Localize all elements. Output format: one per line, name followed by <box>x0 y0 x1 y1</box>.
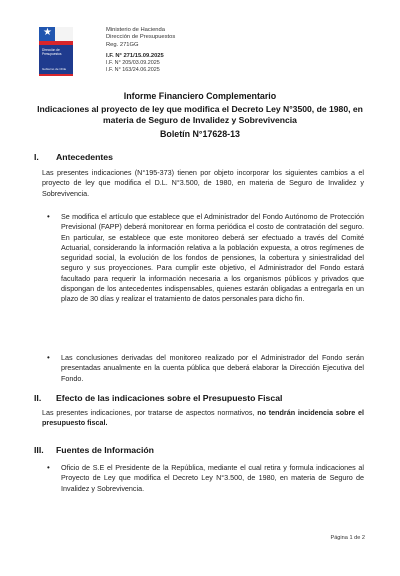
antecedentes-intro: Las presentes indicaciones (N°195-373) tienen por objeto incorporar los siguientes cambios a el proyecto de ley que modifica el D.L. N°3.500, de 1980, en materia de Seguro de Invalidez y Sobrevivencia. <box>42 168 364 198</box>
page-number: Página 1 de 2 <box>330 535 365 541</box>
section-heading-efecto <box>34 393 282 403</box>
efecto-conclusion: no tendrán incidencia sobre el presupuesto fiscal. <box>42 408 364 428</box>
section-number: I. <box>34 152 39 162</box>
direction-name: Dirección de Presupuestos <box>106 34 176 41</box>
section-heading-antecedentes <box>34 152 113 162</box>
boletin-number: Boletín N°17628-13 <box>159 129 240 139</box>
section-number: III. <box>34 445 44 455</box>
ministry-name: Ministerio de Hacienda <box>106 27 165 33</box>
logo-text-gobierno: Gobierno de Chile <box>42 67 67 71</box>
bullet-icon: • <box>47 463 50 472</box>
flag-white-field <box>55 27 73 41</box>
section-title: Fuentes de Información <box>56 445 154 455</box>
if-previous-2: I.F. N° 163/24.06.2025 <box>106 67 160 74</box>
document-subtitle: Indicaciones al proyecto de ley que modifica el Decreto Ley N°3500, de 1980, en materia de Seguro de Invalidez y Sobrevivencia <box>37 104 363 125</box>
section-title: Antecedentes <box>56 152 113 162</box>
section-heading-fuentes <box>34 445 154 455</box>
antecedentes-bullet-2: Las conclusiones derivadas del monitoreo realizado por el Administrador del Fondo serán presentadas anualmente en la cuenta pública que deberá elaborar la Dirección Ejecutiva del Fondo. <box>61 353 364 383</box>
fuentes-bullet-1: Oficio de S.E el Presidente de la República, mediante el cual retira y formula indicaciones al Proyecto de Ley que modifica el Decreto Ley N°3.500, de 1980, en materia de Seguro de Invalidez y Sobrevivencia. <box>61 463 364 493</box>
star-icon: ★ <box>43 27 52 38</box>
flag-red-stripe <box>39 41 73 45</box>
document-title: Informe Financiero Complementario <box>123 91 277 101</box>
antecedentes-bullet-1: Se modifica el artículo que establece que el Administrador del Fondo Autónomo de Protección Previsional (FAPP) deberá monitorear en forma periódica el costo de contratación del seguro. En particular, se establece que este monitoreo deberá ser efectuado a través del Comité Actuarial, considerando la información relativa a la población expuesta, a otros regímenes de seguridad social, la evolución de los fondos de pensiones, la cobertura y siniestralidad del seguro y sus proyecciones. Para cumplir este objetivo, el Administrador del Fondo estará facultado para requerir la información necesaria a los organismos públicos y privados que dispongan de los antecedentes indispensables, quienes estarán obligadas a entregarla en un plazo de 30 días y realizar el tratamiento de datos personales para dicho fin. <box>61 212 364 304</box>
government-logo <box>39 27 73 74</box>
section-title: Efecto de las indicaciones sobre el Presupuesto Fiscal <box>56 393 283 403</box>
if-references <box>106 53 164 74</box>
ministry-header <box>106 27 175 49</box>
efecto-text: Las presentes indicaciones, por tratarse de aspectos normativos, <box>42 408 258 417</box>
bullet-icon: • <box>47 212 50 221</box>
bullet-icon: • <box>47 353 50 362</box>
if-previous-1: I.F. N° 205/03.09.2025 <box>106 60 160 67</box>
if-main: I.F. N° 271/15.09.2025 <box>106 53 164 59</box>
reg-number: Reg. 271GG <box>106 41 139 48</box>
logo-text-direction: Dirección de Presupuestos <box>42 48 62 56</box>
section-number: II. <box>34 393 42 403</box>
efecto-paragraph <box>42 408 364 429</box>
logo-red-bar <box>39 74 73 76</box>
